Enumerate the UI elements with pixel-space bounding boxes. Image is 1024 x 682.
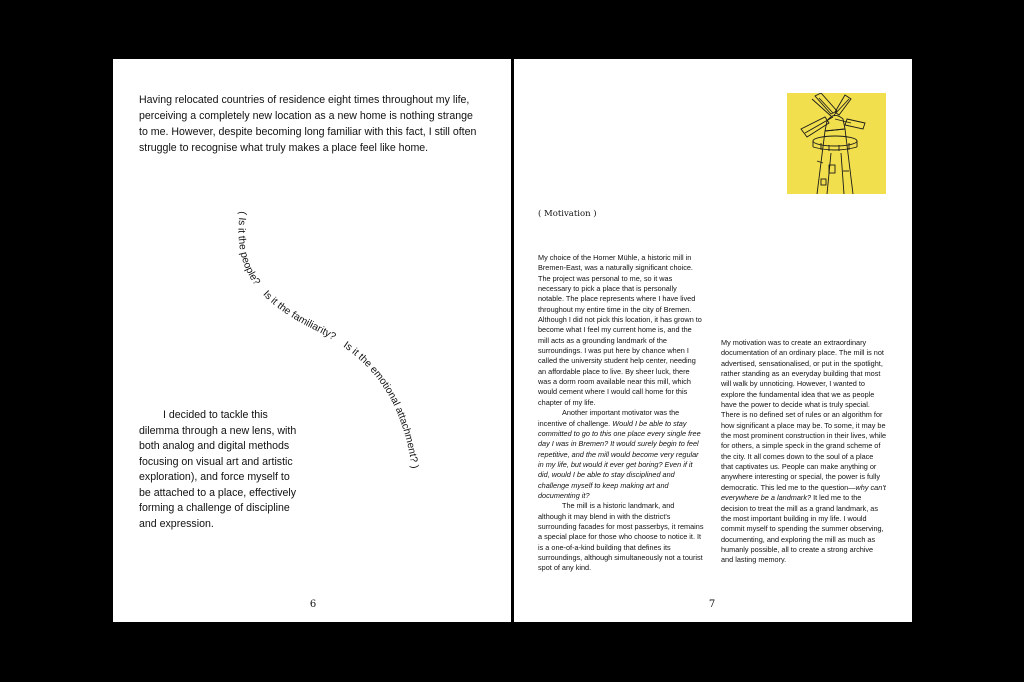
col2-text-after: It led me to the decision to treat the mill as a grand landmark, as the most important building in my life. I would commit myself to spending the summer observing, documenting, and exploring the mill as much as humanly possible, all to create a strong archive and lasting memory. bbox=[721, 493, 884, 565]
windmill-image bbox=[787, 93, 886, 194]
col2-text-before: My motivation was to create an extraordinary documentation of an ordinary place. The mill is not advertised, sensationalised, or put in the spotlight, rather standing as an everyday building that most will walk by unnoticing. However, I wanted to explore the fundamental idea that we as people have the power to decide what is truly special. There is no defined set of rules or an algorithm for how significant a place may be. To some, it may be the most prominent construction in their lives, while for others, a simple speck in the grand scheme of the city. It all comes down to the soul of a place that captivates us. People can make anything or anywhere interesting or special, the power is fully democratic. This led me to the question— bbox=[721, 338, 887, 492]
curved-question: ( Is it the people? Is it the familiarity? Is it the emotional attachment? ) bbox=[235, 210, 420, 470]
section-label-motivation: ( Motivation ) bbox=[538, 209, 597, 219]
right-page bbox=[514, 59, 912, 622]
col1-paragraph-2 bbox=[538, 408, 704, 501]
col1-p2-italic: Would I be able to stay committed to go to this one place every single free day I was in Bremen? It would surely begin to feel repetitive, and the mill would become very regular in my life, but would it ever get boring? Even if it did, would I be able to stay disciplined and challenge myself to keep making art and documenting it? bbox=[538, 418, 701, 500]
col2-italic-question: why can't everywhere be a landmark? bbox=[721, 482, 886, 503]
page-number-left: 6 bbox=[309, 599, 317, 610]
left-page bbox=[113, 59, 511, 622]
col2-paragraph bbox=[721, 338, 887, 566]
intro-paragraph: Having relocated countries of residence eight times throughout my life, perceiving a completely new location as a new home is nothing strange to me. However, despite becoming long familiar with this fact, I still often struggle to recognise what truly makes a place feel like home. bbox=[139, 94, 477, 154]
dilemma-paragraph: I decided to tackle this dilemma through a new lens, with both analog and digital methods focusing on visual art and artistic exploration), and force myself to be attached to a place, effectively forming a challenge of discipline and expression. bbox=[139, 409, 297, 530]
col1-paragraph-3: The mill is a historic landmark, and although it may blend in with the district's surrounding facades for most passerbys, it remains a special place for those who choose to notice it. It is a one-of-a-kind building that defines its surroundings, although simultaneously not a tourist spot of any kind. bbox=[538, 501, 704, 573]
text-column-2 bbox=[721, 338, 887, 566]
page-number-right: 7 bbox=[708, 599, 716, 610]
text-column-1 bbox=[538, 253, 704, 574]
col1-paragraph-1: My choice of the Horner Mühle, a historic mill in Bremen-East, was a naturally significant choice. The project was personal to me, so it was necessary to pick a place that is personally notable. The place represents where I have lived throughout my entire time in the city of Bremen. Although I did not pick this location, it has grown to become what I feel my current home is, and the mill acts as a grounding landmark of the surroundings. I was put here by chance when I called the university student help center, needing an affordable place to live. By sheer luck, there was a dorm room available near this mill, which would cement where I would call home for this chapter of my life. bbox=[538, 253, 702, 407]
col1-p2-intro: Another important motivator was the incentive of challenge. bbox=[538, 408, 680, 428]
windmill-sketch-icon bbox=[787, 93, 886, 194]
